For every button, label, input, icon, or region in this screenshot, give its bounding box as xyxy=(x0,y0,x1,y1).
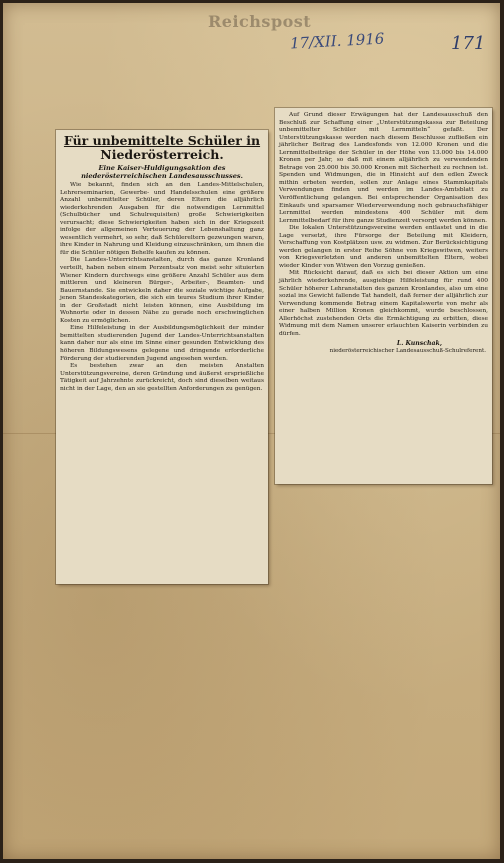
article-title-line1: Für unbemittelte Schüler in xyxy=(63,133,261,148)
left-paragraph: Wie bekannt, finden sich an den Landes-Mittelschulen, Lehrerseminarien, Gewerbe- und Handelsschulen eine größere Anzahl unbemittelter Schüler, deren Eltern die alljährlich wiederkehrenden Ausgaben für die notwendigen Lernmittel (Schulbücher und Schulrequisiten) große Schwierigkeiten verursacht; diese Schwierigkeiten haben sich in der Kriegszeit infolge der allgemeinen Verteuerung der Lebenshaltung ganz wesentlich vermehrt, so sehr, daß Schülereltern gezwungen waren, ihre Kinder in Nahrung und Kleidung einzuschränken, um ihnen die für die Schüler nötigen Behelfe kaufen zu können. xyxy=(60,182,264,256)
newspaper-masthead: Reichspost xyxy=(208,12,312,31)
left-paragraph: Die Landes-Unterrichtsanstalten, durch das ganze Kronland verteilt, haben neben einem Perzentsatz von meist sehr situierten Wiener Kindern durchwegs eine größere Anzahl Schüler aus dem mittleren und kleineren Bürger-, Arbeiter-, Beamten- und Bauernstande. Sie entwickeln daher die soziale wichtige Aufgabe, jenen Standeskategorien, die sich ein teures Studium ihrer Kinder in der Großstadt nicht leisten können, eine Ausbildung im Wohnorte oder in dessen Nähe zu gerade noch erschwinglichen Kosten zu ermöglichen. xyxy=(60,257,264,324)
article-subtitle: Eine Kaiser-Huldigungsaktion des niederösterreichischen Landesausschusses. xyxy=(81,164,243,180)
handwritten-date: 17/XII. 1916 xyxy=(289,29,385,53)
article-title-line2: Niederösterreich. xyxy=(100,147,224,162)
right-paragraph: Die lokalen Unterstützungsvereine werden entlastet und in die Lage versetzt, ihre Fürsorge der Beteilung mit Kleidern, Verschaffung von Kostplätzen usw. zu widmen. Zur Berücksichtigung werden gelangen in erster Reihe Söhne von Kriegswitwen, weiters von Kriegsverletzten und anderen unbemittelten Eltern, wobei wieder Kinder von Witwen den Vorzug genießen. xyxy=(279,225,488,269)
archive-sheet xyxy=(3,3,500,859)
left-article-clipping xyxy=(56,130,268,584)
handwritten-number: 171 xyxy=(451,33,486,54)
right-paragraph: Auf Grund dieser Erwägungen hat der Landesausschuß den Beschluß zur Schaffung einer „Unterstützungskassa zur Beteilung unbemittelter Schüler mit Lernmitteln“ gefaßt. Der Unterstützungskasse werden nach diesem Beschlusse zufließen ein jährlicher Beitrag des Landesfonds von 12.000 Kronen und die Lernmittelbeiträge der Schüler in der Höhe von 13.000 bis 14.000 Kronen per Jahr, so daß mit einem alljährlich zu verwendenden Betrage von 25.000 bis 30.000 Kronen mit Sicherheit zu rechnen ist. Spenden und Widmungen, die in Hinsicht auf den edlen Zweck mithin erbeten werden, sollen zur Anlage eines Stammkapitals Verwendungen finden und werden im Landes-Amtsblatt zu Veröffentlichung gelangen. Bei entsprechender Organisation des Einkaufs und sparsamer Wiederverwendung noch gebrauchsfähiger Lernmittel werden mindestens 400 Schüler mit dem Lernmittelbedarf für ihre ganze Studienzeit versorgt werden können. xyxy=(279,112,488,224)
left-paragraph: Eine Hilfeleistung in der Ausbildungsmöglichkeit der minder bemittelten studierenden Jugend der Landes-Unterrichtsanstalten kann daher nur als eine im Sinne einer gesunden Entwicklung des höheren Bildungswesens gelegene und dringende erforderliche Förderung der studierenden Jugend angesehen werden. xyxy=(60,325,264,362)
right-article-clipping xyxy=(275,108,492,484)
signature-name: L. Kunschak, xyxy=(396,340,442,348)
left-paragraph: Es bestehen zwar an den meisten Anstalten Unterstützungsvereine, deren Gründung und äußerst ersprießliche Tätigkeit auf Jahrzehnte zurückreicht, doch sind dieselben weitaus nicht in der Lage, den an sie gestellten Anforderungen zu genügen. xyxy=(60,363,264,392)
article-title xyxy=(60,134,264,162)
signature-role: niederösterreichischer Landesausschuß-Schulreferent. xyxy=(329,348,486,355)
right-paragraph: Mit Rücksicht darauf, daß es sich bei dieser Aktion um eine jährlich wiederkehrende, ausgiebige Hilfeleistung für rund 400 Schüler höherer Lehranstalten des ganzen Kronlandes, also um eine sozial ins Gewicht fallende Tat handelt, daß ferner der alljährlich zur Verwendung kommende Betrag einem Kapitalswerte von mehr als einer halben Million Kronen gleichkommt, wurde beschlossen, Allerhöchst zustehenden Orts die Ermächtigung zu erbitten, diese Widmung mit dem Namen unserer erlauchten Kaiserin verbinden zu dürfen. xyxy=(279,270,488,337)
